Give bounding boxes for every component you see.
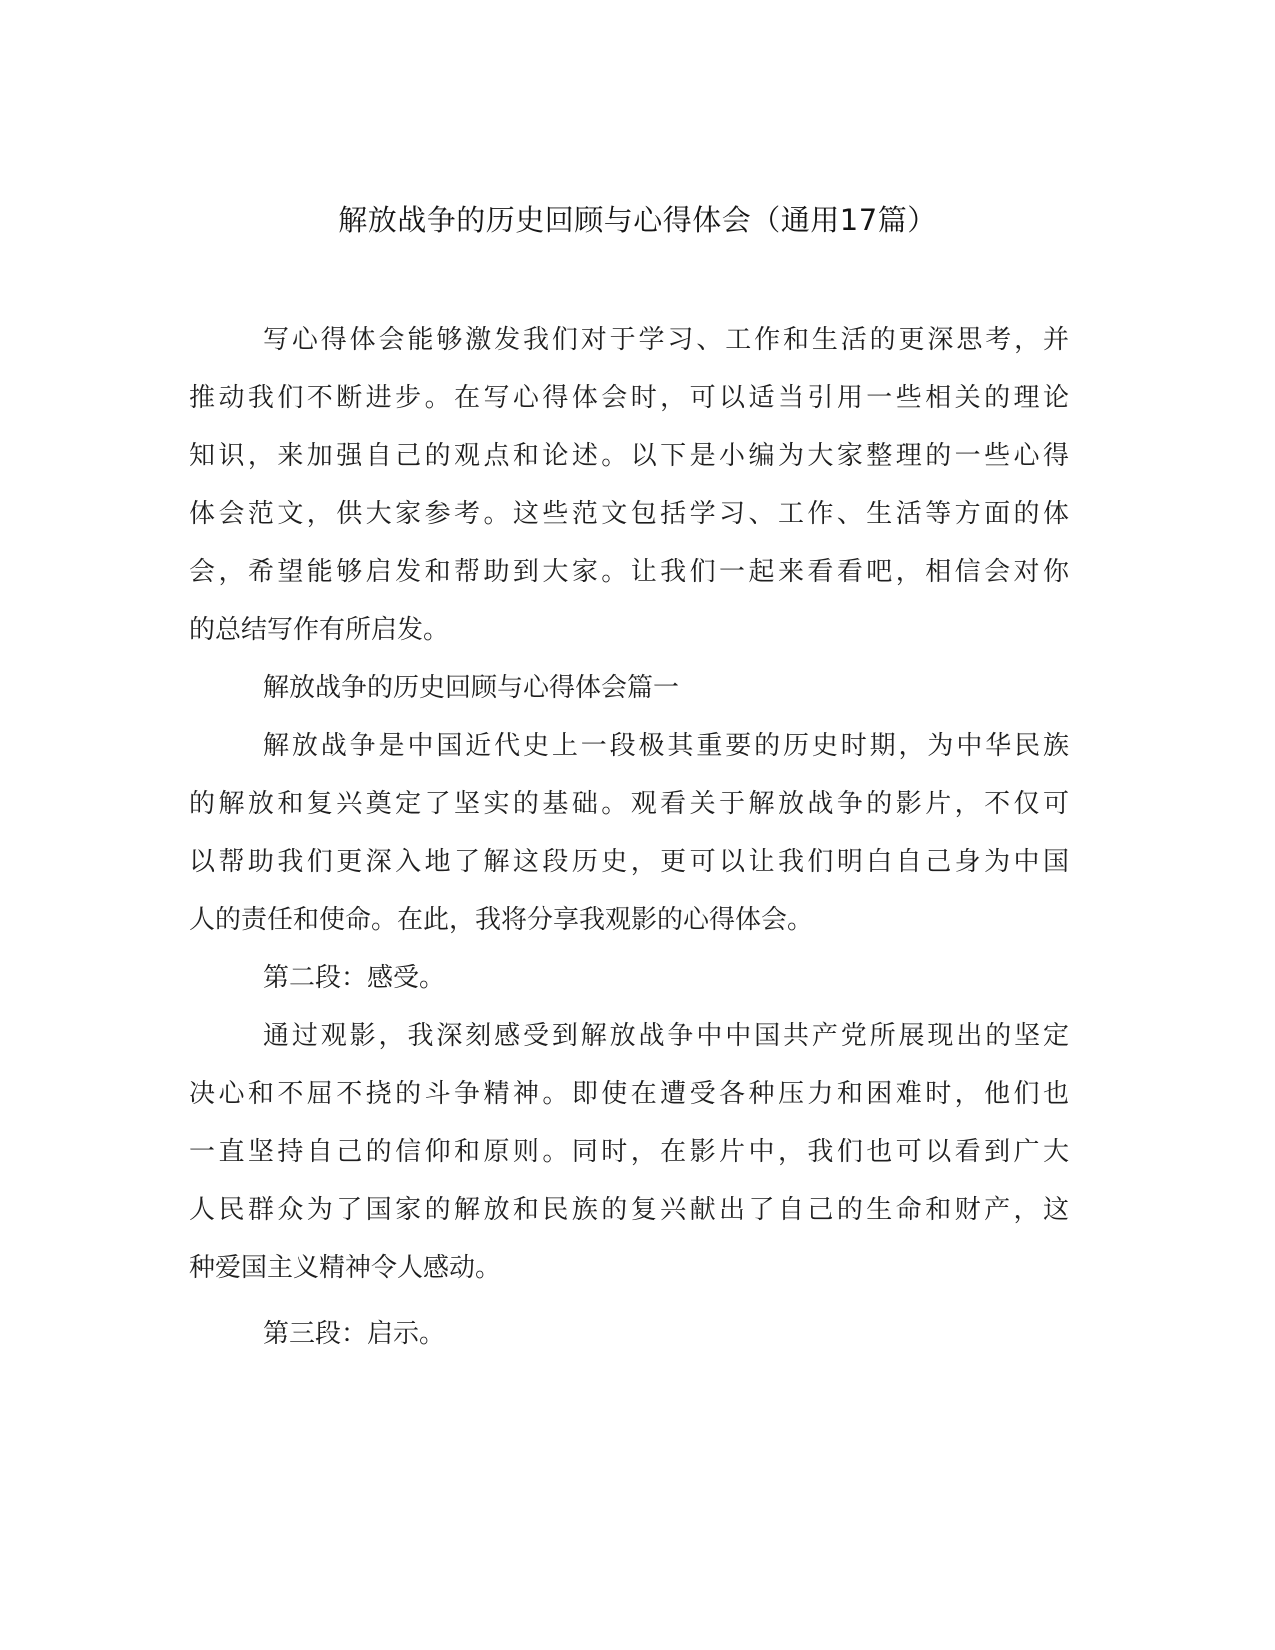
paragraph-line: 知识，来加强自己的观点和论述。以下是小编为大家整理的一些心得 (189, 441, 1069, 471)
paragraph-line: 决心和不屈不挠的斗争精神。即使在遭受各种压力和困难时，他们也 (189, 1079, 1069, 1109)
paragraph-line: 解放战争是中国近代史上一段极其重要的历史时期，为中华民族 (263, 731, 1069, 761)
paragraph-line: 种爱国主义精神令人感动。 (189, 1253, 502, 1283)
paragraph-line: 人的责任和使命。在此，我将分享我观影的心得体会。 (189, 905, 814, 935)
paragraph-line: 一直坚持自己的信仰和原则。同时，在影片中，我们也可以看到广大 (189, 1137, 1069, 1167)
document-title: 解放战争的历史回顾与心得体会（通用17篇） (338, 203, 937, 237)
paragraph-line: 写心得体会能够激发我们对于学习、工作和生活的更深思考，并 (263, 325, 1069, 355)
paragraph-line: 人民群众为了国家的解放和民族的复兴献出了自己的生命和财产，这 (189, 1195, 1069, 1225)
paragraph-line: 通过观影，我深刻感受到解放战争中中国共产党所展现出的坚定 (263, 1021, 1069, 1051)
section-heading: 解放战争的历史回顾与心得体会篇一 (263, 673, 680, 703)
paragraph-line: 的总结写作有所启发。 (189, 615, 450, 645)
subheading: 第二段：感受。 (263, 963, 446, 993)
paragraph-line: 会，希望能够启发和帮助到大家。让我们一起来看看吧，相信会对你 (189, 557, 1069, 587)
paragraph-line: 推动我们不断进步。在写心得体会时，可以适当引用一些相关的理论 (189, 383, 1069, 413)
paragraph-line: 体会范文，供大家参考。这些范文包括学习、工作、生活等方面的体 (189, 499, 1069, 529)
subheading: 第三段：启示。 (263, 1319, 446, 1349)
paragraph-line: 的解放和复兴奠定了坚实的基础。观看关于解放战争的影片，不仅可 (189, 789, 1069, 819)
paragraph-line: 以帮助我们更深入地了解这段历史，更可以让我们明白自己身为中国 (189, 847, 1069, 877)
